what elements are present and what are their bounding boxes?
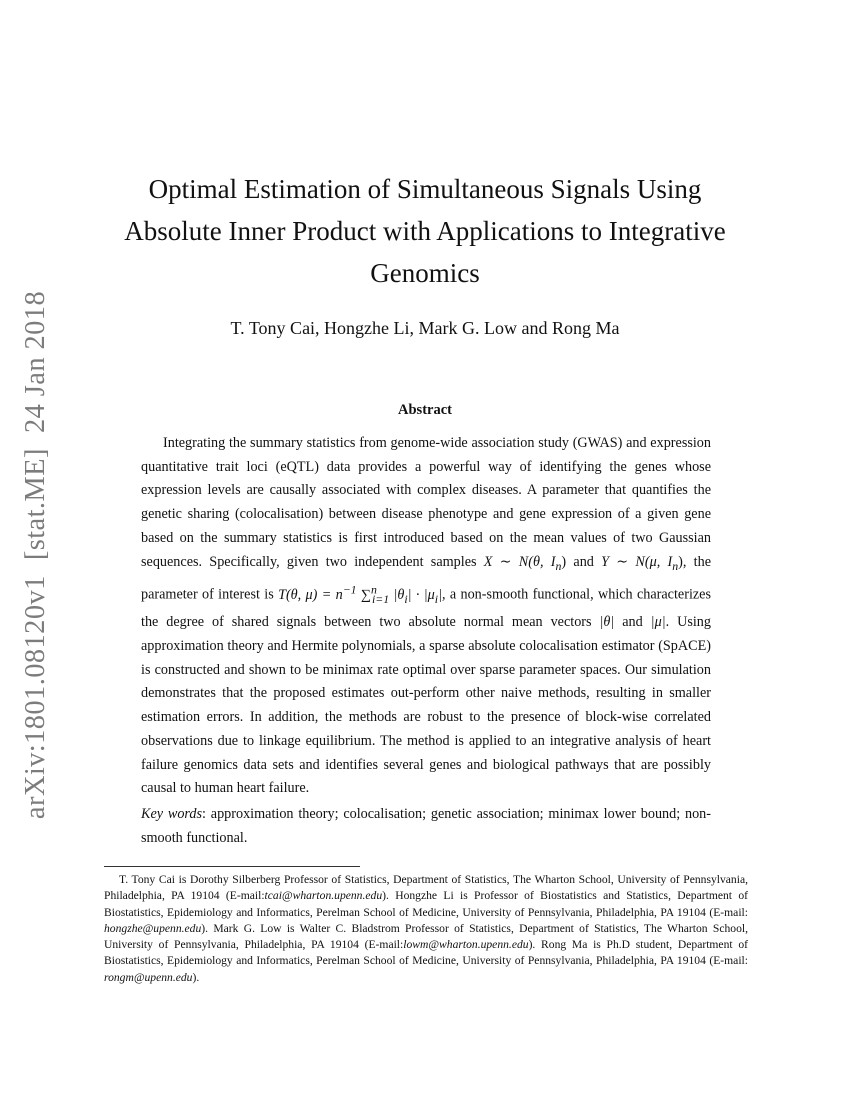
footnote-part-1: T. Tony Cai is Dorothy Silberberg Professor of Statistics, Department of Statistics, The Wharton School, University of Pennsylvania, Philadelphia, PA 19104 (E-mail: — [104, 873, 748, 903]
math-abs-mu: |μ| — [650, 614, 666, 631]
math-x-subscript: n — [555, 558, 562, 573]
math-sum-upper: n — [371, 582, 377, 597]
title-line-1: Optimal Estimation of Simultaneous Signals Using — [148, 174, 702, 204]
footnote-part-2: ). Hongzhe Li is Professor of Biostatistics and Statistics, Department of Biostatistics, Epidemiology and Informatics, Perelman School of Medicine, University of Pennsylvania, Philadelphia, PA 19104 (E-mail: — [104, 889, 748, 919]
math-sum-lower: i=1 — [371, 591, 390, 606]
math-abs-theta: |θ| — [599, 614, 615, 631]
abstract-heading: Abstract — [398, 402, 452, 418]
keywords-label: Key words — [141, 806, 203, 822]
math-theta-subscript: i — [404, 591, 408, 606]
title-line-2: Absolute Inner Product with Applications to Integrative — [124, 216, 726, 246]
arxiv-id: arXiv:1801.08120v1 — [20, 575, 51, 820]
footnote-part-5: ). — [192, 970, 200, 984]
abstract-body — [141, 432, 711, 801]
math-t-functional — [278, 582, 442, 606]
arxiv-stamp-text — [20, 291, 52, 819]
author-affiliation-footnote — [104, 872, 748, 986]
math-t-exponent: −1 — [342, 582, 357, 597]
footnote-part-3: ). Mark G. Low is Walter C. Bladstrom Professor of Statistics, Department of Statistics, The Wharton School, University of Pennsylvania, Philadelphia, PA 19104 (E-mail: — [104, 921, 748, 952]
math-y-subscript: n — [672, 558, 679, 573]
arxiv-identifier-stamp — [16, 292, 56, 818]
math-sum-symbol: ∑ — [356, 586, 372, 603]
abstract-text-3: , a non-smooth functional, which characterizes the degree of shared signals between two absolute normal mean vectors — [141, 586, 712, 631]
math-t-body: T(θ, μ) = n — [278, 586, 343, 603]
footnote-part-4: ). Rong Ma is Ph.D student, Department of Biostatistics, Epidemiology and Informatics, Perelman School of Medicine, University of Pennsylvania, Philadelphia, PA 19104 (E-mail: — [104, 938, 748, 968]
abstract-text-and: ) and — [561, 553, 602, 570]
abstract-text-2: ), the parameter of interest is — [141, 553, 712, 603]
math-x-distribution — [483, 553, 562, 573]
math-mu-term: | · |μ — [407, 586, 435, 603]
title-line-3: Genomics — [370, 258, 480, 288]
arxiv-date: 24 Jan 2018 — [20, 290, 51, 434]
math-mu-subscript: i — [434, 591, 439, 606]
keywords-text: : approximation theory; colocalisation; genetic association; minimax lower bound; non-smooth functional. — [141, 806, 711, 846]
email-cai: tcai@wharton.upenn.edu — [264, 889, 383, 903]
math-theta-term: |θ — [389, 586, 405, 603]
footnote-divider — [104, 866, 360, 867]
abstract-text-and-2: and — [614, 614, 651, 631]
paper-title — [80, 168, 770, 294]
author-list: T. Tony Cai, Hongzhe Li, Mark G. Low and Rong Ma — [230, 318, 620, 338]
math-x-body: X ∼ N(θ, I — [483, 553, 556, 570]
email-low: lowm@wharton.upenn.edu — [403, 938, 529, 952]
abstract-text-4: . Using approximation theory and Hermite polynomials, a sparse absolute colocalisation estimator (SpACE) is constructed and shown to be minimax rate optimal over sparse parameter spaces. Our simulation demonstrates that the proposed estimates out-perform other naive methods, resulting in smaller estimation errors. In addition, the methods are robust to the presence of block-wise correlated observations due to linkage equilibrium. The method is applied to an integrative analysis of heart failure genomics data sets and identifies several genes and biological pathways that are possibly causal to human heart failure. — [141, 614, 711, 797]
math-y-body: Y ∼ N(μ, I — [601, 553, 673, 570]
arxiv-category: [stat.ME] — [20, 448, 51, 561]
keywords — [141, 803, 711, 850]
abstract-text-1: Integrating the summary statistics from genome-wide association study (GWAS) and expression quantitative trait loci (eQTL) data provides a powerful way of identifying the genes whose expression levels are causally associated with complex diseases. A parameter that quantifies the genetic sharing (colocalisation) between disease phenotype and gene expression of a given gene based on the summary statistics is first introduced based on the mean values of two Gaussian sequences. Specifically, given two independent samples — [141, 435, 711, 570]
math-closing-bar: | — [438, 586, 442, 603]
math-y-distribution — [601, 553, 679, 573]
email-ma: rongm@upenn.edu — [104, 970, 193, 984]
email-li: hongzhe@upenn.edu — [104, 921, 202, 935]
